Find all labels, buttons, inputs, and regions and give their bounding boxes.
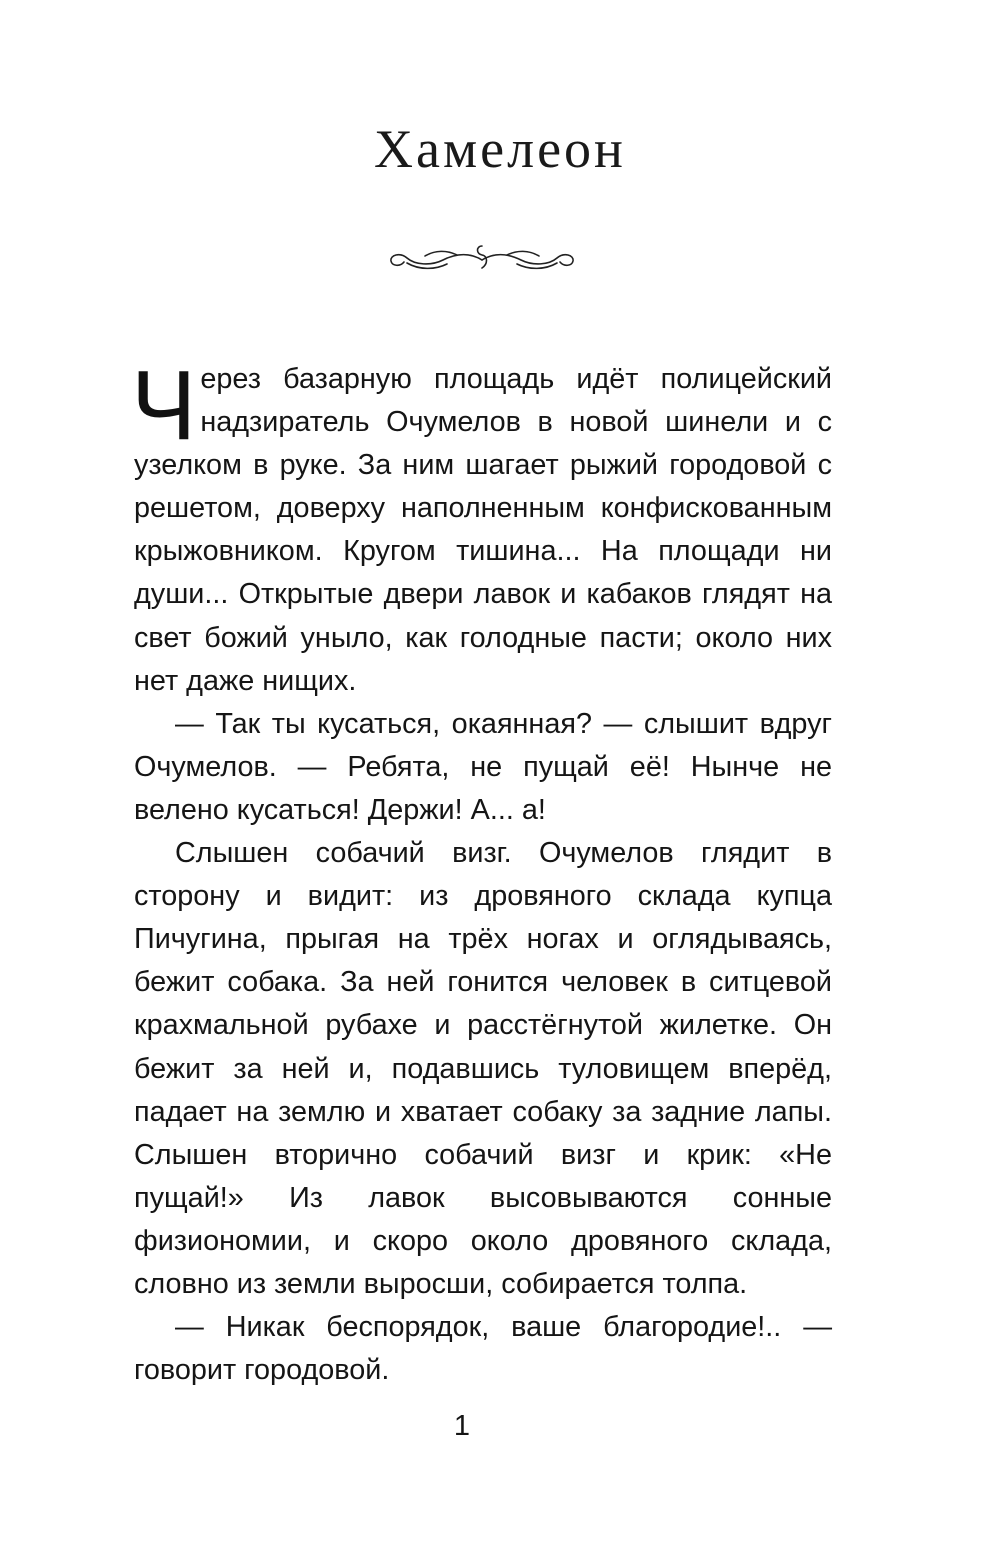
paragraph-3: Слышен собачий визг. Очумелов глядит в сторону и видит: из дровяного склада купца Пичугина, прыгая на трёх ногах и оглядываясь, бежит собака. За ней гонится человек в ситцевой крахмальной рубахе и расстёгнутой жилетке. Он бежит за ней и, подавшись туловищем вперёд, падает на землю и хватает собаку за задние лапы. Слышен вторично собачий визг и крик: «Не пущай!» Из лавок высовываются сонные физиономии, и скоро около дровяного склада, словно из земли выросши, собирается толпа. bbox=[134, 837, 832, 1300]
page-number: 1 bbox=[453, 1410, 471, 1442]
paragraph-4: — Никак беспорядок, ваше благородие!.. — говорит городовой. bbox=[134, 1311, 832, 1387]
paragraph-1-text: ерез базарную площадь идёт полицейский надзиратель Очумелов в новой шинели и с узелком в руке. За ним шагает рыжий городовой с решетом, доверху наполненным конфискованным крыжовником. Кругом тишина... На площади ни души... Открытые двери лавок и кабаков глядят на свет божий уныло, как голодные пасти; около них нет даже нищих. bbox=[134, 363, 832, 697]
paragraph-2: — Так ты кусаться, окаянная? — слышит вдруг Очумелов. — Ребята, не пущай её! Нынче не велено кусаться! Держи! А... а! bbox=[134, 707, 832, 826]
chapter-title: Хамелеон bbox=[374, 119, 626, 179]
flourish-divider-icon bbox=[385, 240, 580, 274]
body-text bbox=[131, 350, 832, 1392]
drop-cap: Ч bbox=[131, 350, 197, 460]
paragraph-1 bbox=[131, 350, 832, 703]
